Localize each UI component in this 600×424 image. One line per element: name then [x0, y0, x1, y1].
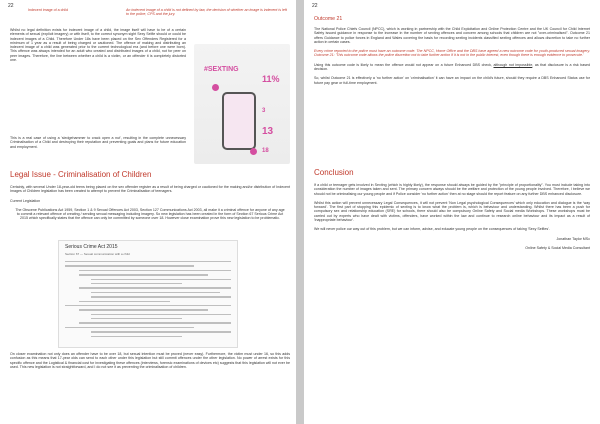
definition-block — [28, 8, 290, 17]
conclusion-paragraph: Whilst this action will prevent unnecessary Legal Consequences, it will not prevent 'Non Legal psychological Consequences' which only education and dialogue is the 'way forward'. The first part of stopping this epidemic of sexting is to know what the problem is, which is behaviour and understanding. Whilst there has been a push for compulsory sex and relationship education (SRE) for schools, there should also be compulsory Online Safety and Social media Workshops. These workshops must be carried out by experts who have dealt with victims, offenders, have worked within the law and continue to research online behaviour and its impact as a result of 'inappropriate behaviour'. — [314, 200, 590, 223]
text-line — [65, 305, 231, 306]
left-page — [0, 0, 296, 424]
definition-text: An indecent image of a child is not defined by law, the decision of whether an image is indecent is left to the police, CPS and the jury. — [126, 8, 287, 17]
text-line — [65, 327, 194, 328]
legal-title: Legal Issue - Criminalisation of Children — [10, 170, 152, 179]
signature-role: Online Safety & Social Media Consultant — [525, 245, 590, 250]
underlined-text: although not impossible — [493, 62, 533, 67]
stat-value: 3 — [262, 108, 266, 114]
text-line — [79, 287, 231, 288]
page-number: 22 — [8, 3, 14, 9]
stat-value: 11% — [262, 74, 280, 84]
text-line — [91, 283, 182, 284]
text-line — [91, 331, 231, 332]
text-line — [91, 296, 231, 297]
text-line — [79, 322, 231, 323]
legal-paragraph: Certainly, with several Under 18-year-old teens being placed on the sex offender register as a result of being charged or cautioned for the making and/or distribution of Indecent Images of Children legislation has been created to attempt to prevent the Criminalisation of teenagers. — [10, 185, 290, 194]
legislation-quote: The Obscene Publications Act 1959, Section 1 & 9 Sexual Offences Act 2003, Section 127 Communications Act 2003, all make it a criminal offence for anyone of any age to commit a relevant offence of creating / sending sexual messaging including imagery. So new legislation has been created in the form of Section 67 Serious Crime Act 2015 which specifically states that the offence can only be committed by someone over 18. However close examination prove this new legislation to be problematic. — [15, 207, 285, 221]
act-title: Serious Crime Act 2015 — [65, 244, 118, 250]
right-page — [304, 0, 600, 424]
conclusion-paragraph: We will never police our way out of this problem, but we can inform, advise, and educate young people on the consequences of taking 'Sexy Selfies'. — [314, 227, 550, 232]
current-legislation-label: Current Legislation — [10, 198, 41, 203]
legal-section — [10, 170, 290, 226]
conclusion-title: Conclusion — [314, 168, 354, 177]
criminalisation-paragraph: This is a real case of using a 'sledgehammer to crack open a nut', resulting in the complete unnecessary Criminalisation of a Child and destroying their reputation and preventing goals and plans for future education and employment. — [10, 136, 186, 149]
stat-value: 13 — [262, 126, 274, 137]
intro-paragraph: Whilst no legal definition exists for indecent image of a child, the image itself will have to be of a certain elements of sexual (explicit imagery) or with itself, to the correct synonym sight Sexy Selfie should or could be indecent images of a Child. Therefore Under 18s have been placed on the Sex Offenders Registered for a minimum of 1 year as a result of being charged or cautioned. The offence of making and distributing an indecent image of a child was generated prior to the current technological era (and before one were born). This offence was always intended for an adult who created and distributed images of a child, not for peer on peer images. Therefore, the line between whether a child is a victim, or an offender it is completely distorted one. — [10, 28, 186, 63]
signature-name: Jonathan Taylor MSc — [556, 236, 590, 241]
text-line — [79, 270, 231, 271]
sexting-infographic — [194, 44, 290, 164]
conclusion-section — [314, 168, 590, 255]
text-line — [65, 265, 194, 266]
text-line — [91, 336, 182, 337]
text-line — [79, 309, 208, 310]
definition-term: Indecent image of a child — [28, 8, 68, 12]
outcome-paragraph: So, whilst Outcome 21 is effectively a 'no further action' on 'criminalisation' it can have an impact on the child's future, should they require a DBS Enhanced Status use for future pay gear or full-time employment. — [314, 76, 590, 85]
conclusion-paragraph: If a child or teenager gets involved in Sexting (which is highly likely), the response should always be guided by the "principle of proportionality". You must include taking into consideration the number of images taken and sent. The primary concern always should be the welfare and protection of the young people involved. Therefore, I believe we should not be criminalising our young people and if Police consider 'no further action' then at no stage should the report feature on any further DBS enhanced disclosure. — [314, 183, 590, 196]
dot-icon — [212, 84, 219, 91]
text-line — [79, 274, 208, 275]
act-caption: Section 67 — Sexual communication with a child — [65, 252, 130, 256]
closer-examination-paragraph: On closer examination not only does an offender have to be over 18, but sexual intention must be proved (never easy). Furthermore, the victim must under 16, so this adds confusion as this means that 17-year olds can send to each other under this legislation but still commit offences under the other legislation. No power of arrest exists for this specific offence and the Logistical & financial cost for investigating these offences (interviews, forensic examinations of devices etc) suggests that this legislation will not ever be used. This new legislation is not straightforward, and I do not see it as preventing the criminalisation of children. — [10, 352, 290, 369]
text-span: Using this outcome code is likely to mean the offence would not appear on a future Enhanced DBS check, — [314, 62, 494, 67]
act-excerpt-image — [58, 240, 238, 348]
text-span: , as that disclosure is a risk based decision. — [314, 62, 590, 72]
sexting-label: #SEXTING — [204, 66, 239, 73]
text-line — [91, 279, 231, 280]
stat-value: 18 — [262, 148, 269, 154]
outcome-paragraph — [314, 63, 590, 72]
text-line — [91, 314, 231, 315]
text-line — [79, 301, 170, 302]
text-line — [65, 261, 231, 262]
outcome-section — [314, 16, 590, 90]
outcome-paragraph: The National Police Chiefs Council (NPCC), which is working in partnership with the Child Exploitation and Online Protection Centre and the UK Council for Child Internet Safety issued guidance in response to the increase in the number of sexting offences and concern among schools that children are not "over-criminalised". Outcome 21 offers Guidance to police forces in England and Wales covering the basis for recording sexting incidents classified sexting offences and allows discretion to take no further action in certain cases. — [314, 27, 590, 44]
outcome-paragraph: Every crime reported to the police must have an outcome code. The NPCC, Home Office and the DBS have agreed a new outcome code for youth-produced sexual imagery. Outcome 21: 'This outcome code allows the police discretion not to take further action if it is not in the public interest, even though there is enough evidence to prosecute.' — [314, 49, 590, 58]
dot-icon — [250, 148, 257, 155]
text-line — [91, 318, 182, 319]
outcome-title: Outcome 21 — [314, 16, 343, 22]
text-line — [91, 292, 220, 293]
page-number: 22 — [312, 3, 318, 9]
phone-icon — [222, 92, 256, 150]
